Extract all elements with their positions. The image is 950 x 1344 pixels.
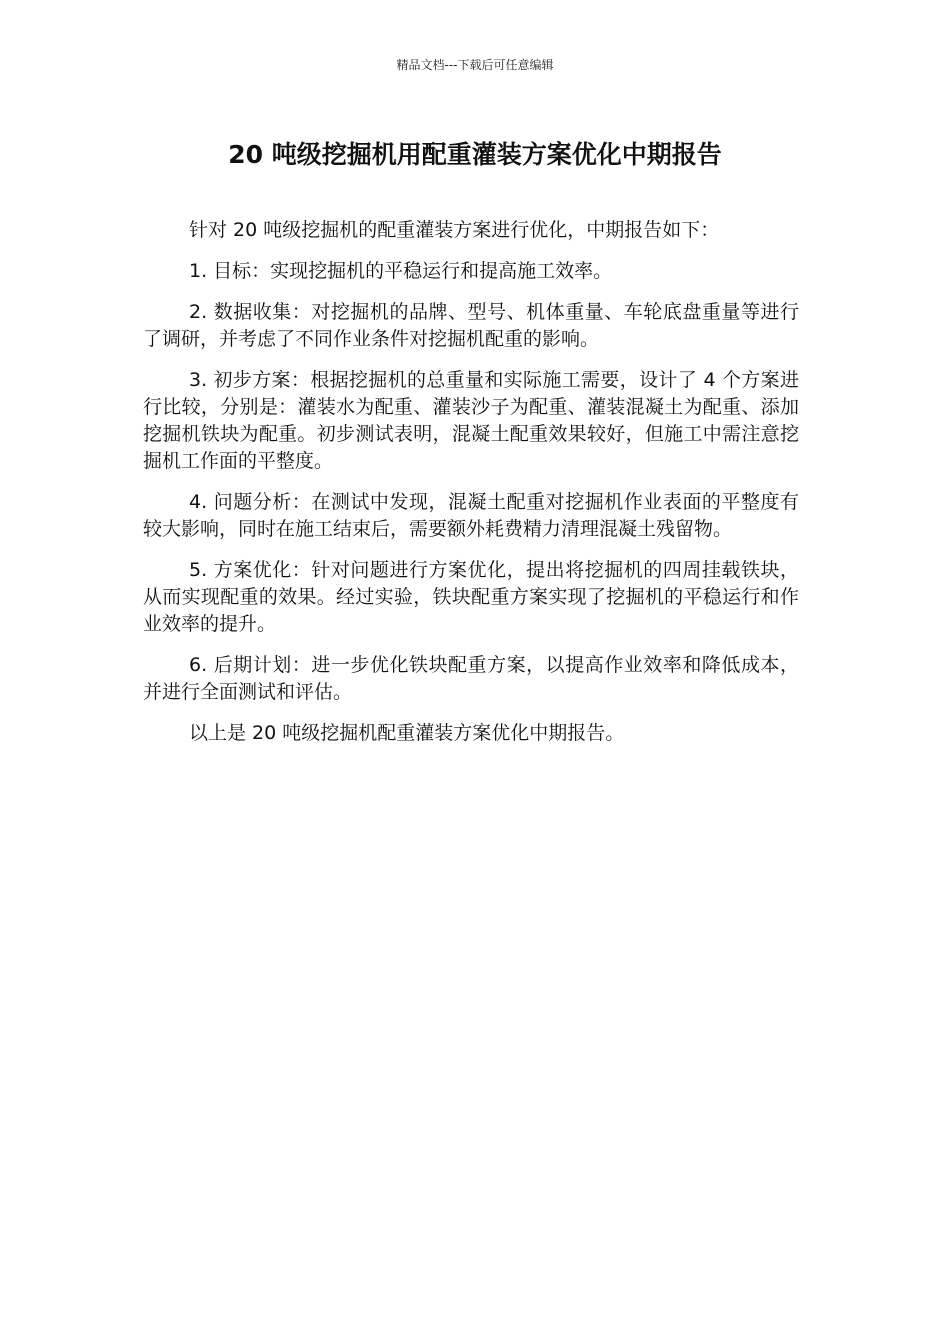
paragraph-initial-plan: 3. 初步方案：根据挖掘机的总重量和实际施工需要，设计了 4 个方案进行比较，分别是：灌装水为配重、灌装沙子为配重、灌装混凝土为配重、添加挖掘机铁块为配重。初步测试表明，混凝土配重效果较好，但施工中需注意挖掘机工作面的平整度。 (143, 369, 799, 472)
paragraph-plan-optimization: 5. 方案优化：针对问题进行方案优化，提出将挖掘机的四周挂载铁块，从而实现配重的效果。经过实验，铁块配重方案实现了挖掘机的平稳运行和作业效率的提升。 (143, 559, 799, 635)
paragraph-future-plan: 6. 后期计划：进一步优化铁块配重方案，以提高作业效率和降低成本，并进行全面测试和评估。 (143, 654, 799, 703)
paragraph-intro: 针对 20 吨级挖掘机的配重灌装方案进行优化，中期报告如下： (189, 219, 720, 241)
document-body (143, 217, 799, 761)
page-header: 精品文档---下载后可任意编辑 (396, 58, 554, 72)
document-title: 20 吨级挖掘机用配重灌装方案优化中期报告 (228, 140, 722, 169)
paragraph-goal: 1. 目标：实现挖掘机的平稳运行和提高施工效率。 (189, 260, 613, 282)
paragraph-conclusion: 以上是 20 吨级挖掘机配重灌装方案优化中期报告。 (189, 722, 625, 744)
paragraph-problem-analysis: 4. 问题分析：在测试中发现，混凝土配重对挖掘机作业表面的平整度有较大影响，同时在施工结束后，需要额外耗费精力清理混凝土残留物。 (143, 491, 799, 540)
paragraph-data-collection: 2. 数据收集：对挖掘机的品牌、型号、机体重量、车轮底盘重量等进行了调研，并考虑了不同作业条件对挖掘机配重的影响。 (143, 301, 799, 350)
